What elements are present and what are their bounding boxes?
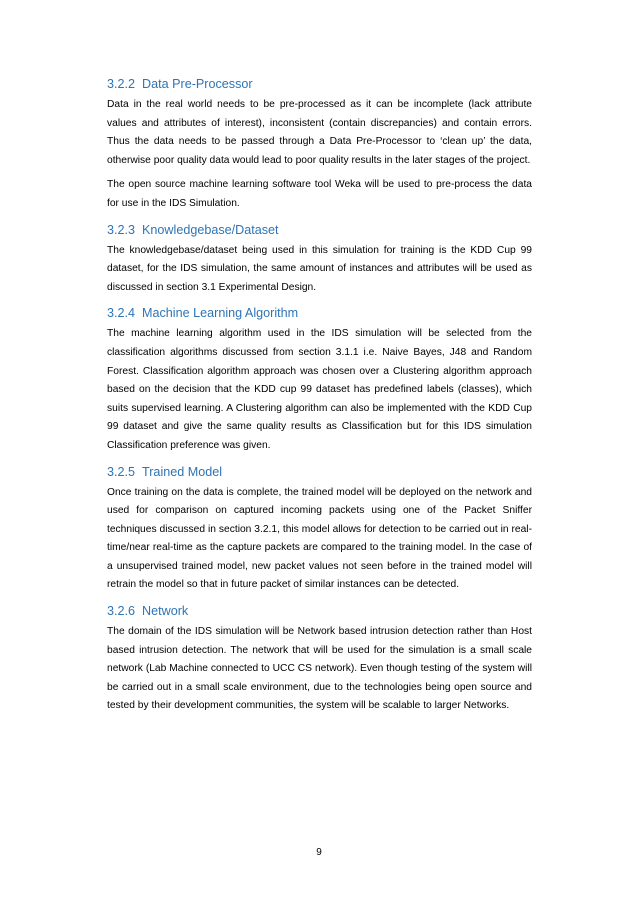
paragraph: The domain of the IDS simulation will be Network based intrusion detection rather than Host based intrusion detection. The network that will be used for the simulation is a small scale network (Lab Machine connected to UCC CS network). Even though testing of the system will be carried out in a small scale environment, due to the technologies being open source and tested by their development communities, the system will be scalable to larger Networks. bbox=[107, 626, 532, 712]
section-heading bbox=[107, 462, 532, 482]
section-title: Machine Learning Algorithm bbox=[142, 306, 299, 321]
paragraph: The knowledgebase/dataset being used in this simulation for training is the KDD Cup 99 dataset, for the IDS simulation, the same amount of instances and attributes will be used as discussed in section 3.1 Experimental Design. bbox=[107, 244, 532, 293]
section-title: Trained Model bbox=[142, 464, 223, 479]
section-number: 3.2.5 bbox=[107, 464, 136, 479]
paragraph: The open source machine learning software tool Weka will be used to pre-process the data for use in the IDS Simulation. bbox=[107, 179, 532, 209]
section-number: 3.2.2 bbox=[107, 77, 136, 91]
section-heading bbox=[107, 303, 532, 323]
paragraph: Data in the real world needs to be pre-processed as it can be incomplete (lack attribute values and attributes of interest), inconsistent (contain discrepancies) and contain errors. Thus the data needs to be passed through a Data Pre-Processor to ‘clean up’ the data, otherwise poor quality data would lead to poor quality results in the later stages of the project. bbox=[107, 99, 532, 166]
page-number: 9 bbox=[316, 847, 322, 858]
section-title: Data Pre-Processor bbox=[142, 77, 253, 91]
section-number: 3.2.3 bbox=[107, 222, 136, 237]
section-machine-learning-algorithm bbox=[107, 303, 532, 455]
section-title: Network bbox=[142, 604, 189, 619]
section-data-pre-processor bbox=[107, 74, 532, 214]
section-knowledgebase-dataset bbox=[107, 220, 532, 298]
section-number: 3.2.6 bbox=[107, 604, 136, 619]
section-title: Knowledgebase/Dataset bbox=[142, 222, 279, 237]
section-heading bbox=[107, 601, 532, 621]
section-heading bbox=[107, 74, 532, 94]
document-page bbox=[107, 74, 532, 722]
section-heading bbox=[107, 220, 532, 240]
section-network bbox=[107, 601, 532, 716]
paragraph: The machine learning algorithm used in the IDS simulation will be selected from the classification algorithms discussed from section 3.1.1 i.e. Naive Bayes, J48 and Random Forest. Classification algorithm approach was chosen over a Clustering algorithm approach based on the decision that the KDD cup 99 dataset has predefined labels (classes), which suits supervised learning. A Clustering algorithm can also be implemented with the KDD Cup 99 dataset and give the same quality results as Classification but for this IDS simulation Classification preference was given. bbox=[107, 328, 532, 451]
section-trained-model bbox=[107, 462, 532, 596]
paragraph: Once training on the data is complete, the trained model will be deployed on the network and used for comparison on captured incoming packets using one of the Packet Sniffer techniques discussed in section 3.2.1, this model allows for detection to be carried out in real-time/near real-time as the capture packets are compared to the training model. In the case of a unsupervised trained model, new packet values not seen before in the trained model will retrain the model so that in future packet of similar instances can be detected. bbox=[107, 486, 532, 591]
section-number: 3.2.4 bbox=[107, 306, 136, 321]
